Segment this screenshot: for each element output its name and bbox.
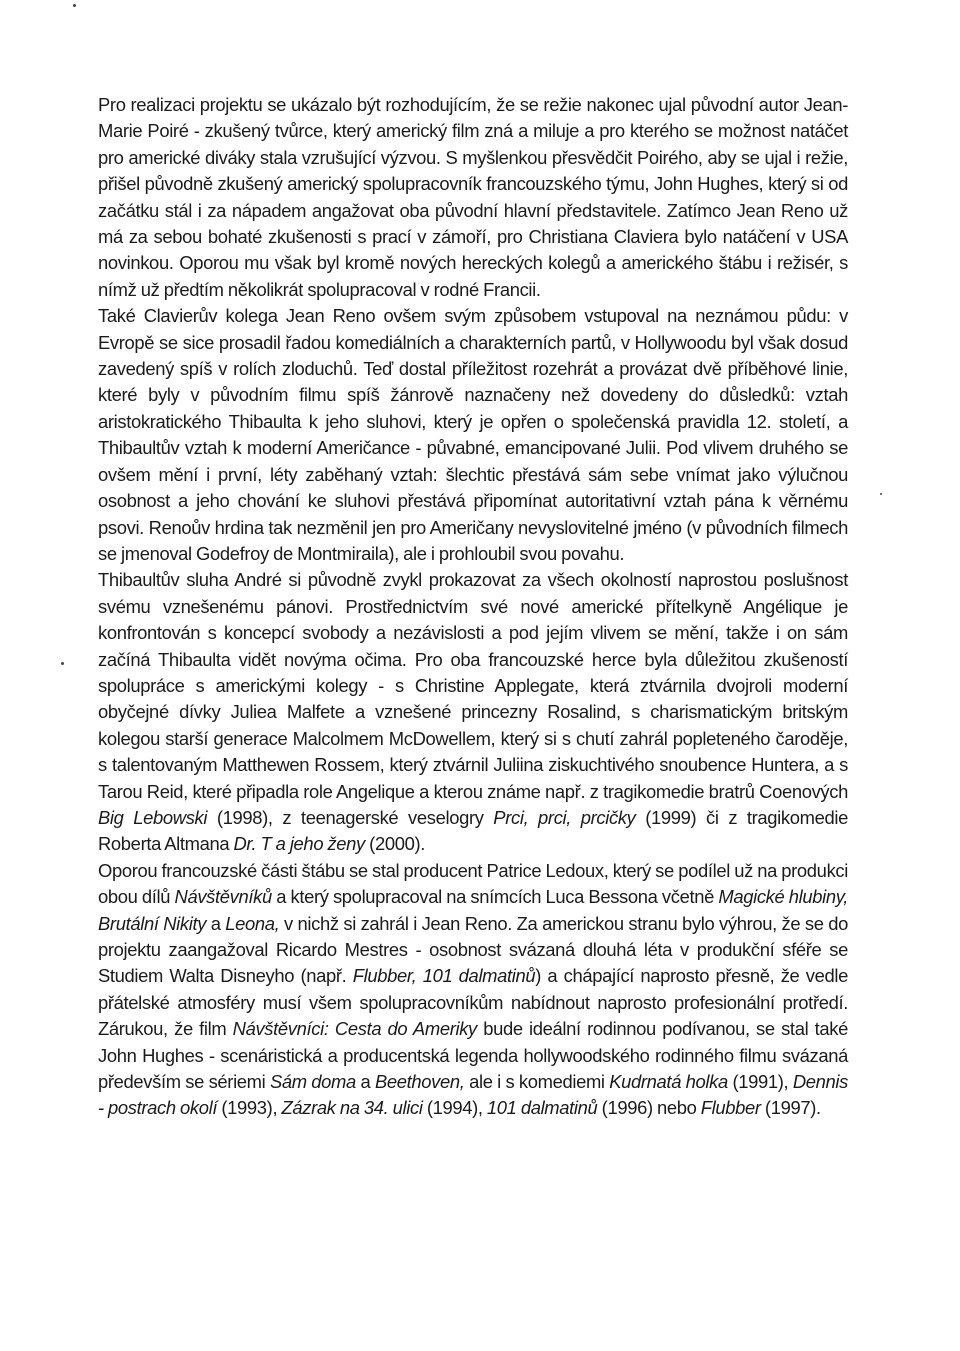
text-run: ale i s komediemi bbox=[464, 1071, 610, 1093]
work-title: Zázrak na 34. ulici bbox=[281, 1097, 423, 1119]
work-title: Flubber bbox=[700, 1097, 761, 1119]
text-run: bude ideální rodinnou podívanou, se stal také John Hughes - scenáristická a producentská legenda hollywoodského rodinného filmu svázaná především se sériemi bbox=[98, 1018, 848, 1093]
text-run: ) a chápající naprosto přesně, že vedle přátelské atmosféry musí všem spolupracovníkům nabídnout naprosto profesionální protředí. Zárukou, že film bbox=[98, 965, 848, 1040]
work-title: Návštěvníků bbox=[174, 886, 272, 908]
text-run: a bbox=[355, 1071, 375, 1093]
text-run: Thibaultův sluha André si původně zvykl prokazovat za všech okolností naprostou poslušnost svému vznešenému pánovi. Prostřednictvím své nové americké přítelkyně Angélique je konfrontován s koncepcí svobody a nezávislosti a pod jejím vlivem se mění, takže i on sám začíná Thibaulta vidět novýma očima. Pro oba francouzské herce byla důležitou zkušeností spolupráce s americkými kolegy - s Christine Applegate, která ztvárnila dvojroli moderní obyčejné dívky Juliea Malfete a vznešené princezny Rosalind, s charismatickým britským kolegou starší generace Malcolmem McDowellem, který si s chutí zahrál popleteného čaroděje, s talentovaným Matthewen Rossem, který ztvárnil Juliina ziskuchtivého snoubence Huntera, a s Tarou Reid, které připadla role Angelique a kterou známe např. z tragikomedie bratrů Coenových bbox=[98, 569, 848, 802]
text-run: (1996) nebo bbox=[597, 1097, 701, 1119]
scan-speck bbox=[880, 493, 882, 495]
document-page bbox=[98, 92, 848, 1122]
text-run: a který spolupracoval na snímcích Luca Bessona včetně bbox=[271, 886, 719, 908]
work-title: Magické hlubiny, Brutální Nikity bbox=[98, 886, 848, 934]
text-run: Také Clavierův kolega Jean Reno ovšem svým způsobem vstupoval na neznámou půdu: v Evropě se sice prosadil řadou komediálních a charakterních partů, v Hollywoodu byl však dosud zavedený spíš v rolích zloduchů. Teď dostal příležitost rozehrát a provázat dvě příběhové linie, které byly v původním filmu spíš žánrově naznačeny než dovedeny do důsledků: vztah aristokratického Thibaulta k jeho sluhovi, který je opřen o společenská pravidla 12. století, a Thibaultův vztah k moderní Američance - půvabné, emancipované Julii. Pod vlivem druhého se ovšem mění i první, léty zaběhaný vztah: šlechtic přestává sám sebe vnímat jako výlučnou osobnost a jeho chování ke sluhovi přestává připomínat autoritativní vztah pána k věrnému psovi. Renoův hrdina tak nezměnil jen pro Američany nevyslovitelné jméno (v původních filmech se jmenoval Godefroy de Montmiraila), ale i prohloubil svou povahu. bbox=[98, 305, 848, 564]
work-title: Dr. T a jeho ženy bbox=[233, 833, 365, 855]
text-run: (1994), bbox=[422, 1097, 487, 1119]
work-title: 101 dalmatinů bbox=[486, 1097, 598, 1119]
text-run: (1998), z teenagerské veselogry bbox=[207, 806, 494, 828]
scan-speck bbox=[73, 4, 76, 7]
text-run: (1993), bbox=[217, 1097, 282, 1119]
scan-speck bbox=[61, 662, 64, 665]
work-title: Beethoven, bbox=[374, 1071, 465, 1093]
work-title: Dennis - postrach okolí bbox=[98, 1071, 848, 1119]
paragraph-andre bbox=[98, 567, 848, 857]
text-run: v nichž si zahrál i Jean Reno. Za americkou stranu bylo výhrou, že se do projektu zaangažoval Ricardo Mestres - osobnost svázaná dlouhá léta v produkční sféře se Studiem Walta Disneyho (např. bbox=[98, 912, 848, 987]
text-run: (1999) či z tragikomedie Roberta Altmana bbox=[98, 806, 848, 855]
text-run: (2000). bbox=[364, 833, 425, 855]
paragraph-jean-reno bbox=[98, 303, 848, 567]
text-run: a bbox=[206, 912, 226, 934]
text-run: (1991), bbox=[727, 1071, 793, 1093]
work-title: Prci, prci, prcičky bbox=[493, 806, 636, 828]
text-run: Oporou francouzské části štábu se stal producent Patrice Ledoux, který se podílel už na produkci obou dílů bbox=[98, 859, 848, 908]
text-run: (1997). bbox=[760, 1097, 821, 1119]
paragraph-production bbox=[98, 92, 848, 303]
work-title: Big Lebowski bbox=[98, 806, 208, 828]
text-run: Pro realizaci projektu se ukázalo být rozhodujícím, že se režie nakonec ujal původní autor Jean-Marie Poiré - zkušený tvůrce, který americký film zná a miluje a pro kterého se možnost natáčet pro americké diváky stala vzrušující výzvou. S myšlenkou přesvědčit Poirého, aby se ujal i režie, přišel původně zkušený americký spolupracovník francouzského týmu, John Hughes, který si od začátku stál i za nápadem angažovat oba původní hlavní představitele. Zatímco Jean Reno už má za sebou bohaté zkušenosti s prací v zámoří, pro Christiana Claviera bylo natáčení v USA novinkou. Oporou mu však byl kromě nových hereckých kolegů a amerického štábu i režisér, s nímž už předtím několikrát spolupracoval v rodné Francii. bbox=[98, 94, 848, 300]
work-title: Návštěvníci: Cesta do Ameriky bbox=[232, 1018, 477, 1040]
work-title: Flubber, 101 dalmatinů bbox=[352, 965, 536, 987]
work-title: Kudrnatá holka bbox=[609, 1071, 728, 1093]
work-title: Sám doma bbox=[269, 1071, 356, 1093]
work-title: Leona, bbox=[225, 912, 280, 934]
paragraph-producers bbox=[98, 858, 848, 1122]
